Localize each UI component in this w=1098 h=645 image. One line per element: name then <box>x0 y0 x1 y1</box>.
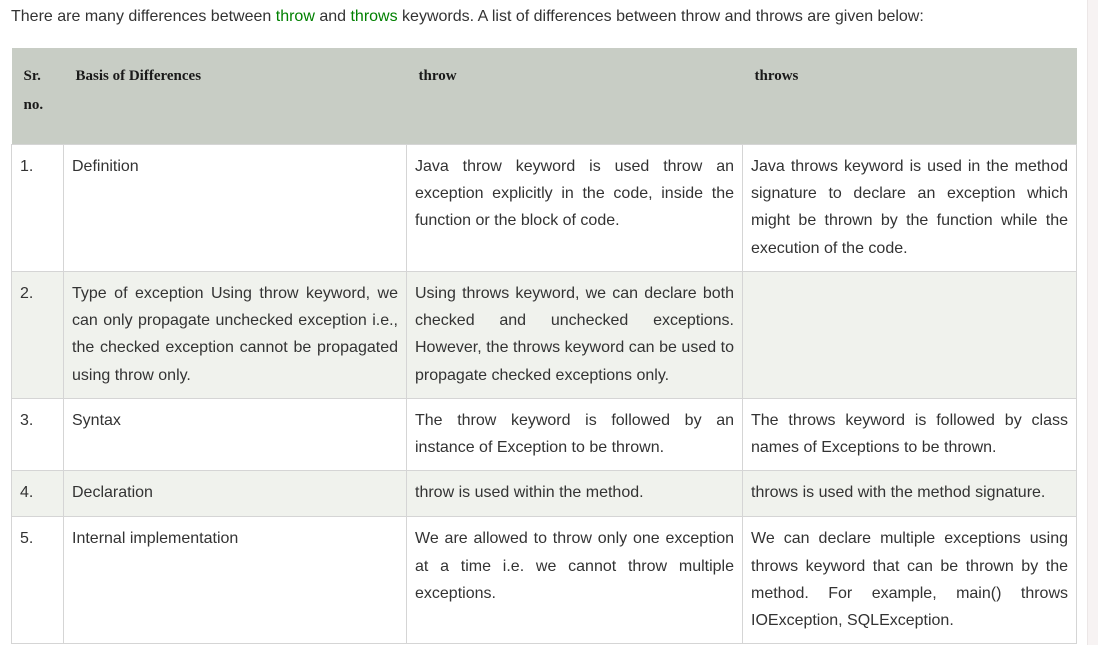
cell-no: 4. <box>12 471 64 517</box>
table-row <box>12 471 1077 517</box>
table-row <box>12 399 1077 471</box>
header-sr-no <box>12 48 64 145</box>
intro-text-mid: and <box>314 8 351 25</box>
cell-throws: Java throws keyword is used in the method signature to declare an exception which might be thrown by the function while the execution of the code. <box>743 145 1077 272</box>
table-body <box>12 145 1077 644</box>
differences-table <box>11 48 1077 644</box>
cell-throws: We can declare multiple exceptions using throws keyword that can be thrown by the method. For example, main() throws IOException, SQLException. <box>743 517 1077 644</box>
cell-throw: throw is used within the method. <box>407 471 743 517</box>
header-basis: Basis of Differences <box>64 48 407 145</box>
cell-no: 2. <box>12 272 64 399</box>
cell-throw: Using throws keyword, we can declare both checked and unchecked exceptions. However, the throws keyword can be used to propagate checked exceptions only. <box>407 272 743 399</box>
cell-throws <box>743 272 1077 399</box>
cell-no: 1. <box>12 145 64 272</box>
keyword-throw-link[interactable]: throw <box>275 8 315 25</box>
intro-paragraph <box>11 6 924 28</box>
table-row <box>12 145 1077 272</box>
cell-basis: Internal implementation <box>64 517 407 644</box>
header-throws: throws <box>743 48 1077 145</box>
scrollbar-track[interactable] <box>1087 0 1098 645</box>
cell-no: 5. <box>12 517 64 644</box>
header-sr-line1: Sr. <box>23 68 41 84</box>
table-row <box>12 272 1077 399</box>
cell-basis: Type of exception Using throw keyword, we can only propagate unchecked exception i.e., the checked exception cannot be propagated using throw only. <box>64 272 407 399</box>
intro-text-after: keywords. A list of differences between throw and throws are given below: <box>397 8 924 25</box>
table-row <box>12 517 1077 644</box>
header-row <box>12 48 1077 145</box>
table-header <box>12 48 1077 145</box>
cell-basis: Syntax <box>64 399 407 471</box>
keyword-throws-link[interactable]: throws <box>350 8 398 25</box>
cell-throws: The throws keyword is followed by class names of Exceptions to be thrown. <box>743 399 1077 471</box>
header-sr-line2: no. <box>23 97 44 113</box>
header-throw: throw <box>407 48 743 145</box>
cell-throw: We are allowed to throw only one exception at a time i.e. we cannot throw multiple exceptions. <box>407 517 743 644</box>
cell-throw: The throw keyword is followed by an instance of Exception to be thrown. <box>407 399 743 471</box>
cell-no: 3. <box>12 399 64 471</box>
cell-throw: Java throw keyword is used throw an exception explicitly in the code, inside the function or the block of code. <box>407 145 743 272</box>
cell-basis: Declaration <box>64 471 407 517</box>
cell-throws: throws is used with the method signature. <box>743 471 1077 517</box>
intro-text-before: There are many differences between <box>11 8 276 25</box>
cell-basis: Definition <box>64 145 407 272</box>
